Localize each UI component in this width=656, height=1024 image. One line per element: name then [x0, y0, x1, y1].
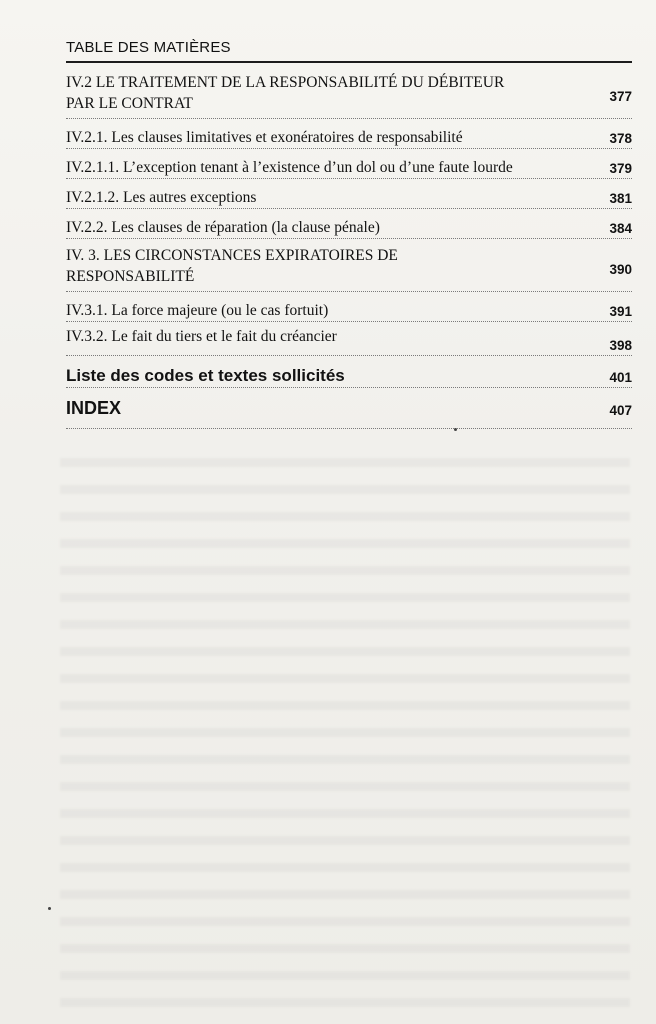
page-title: TABLE DES MATIÈRES [66, 39, 231, 56]
toc-entry-label: IV.3.1. La force majeure (ou le cas fortuit) [66, 302, 329, 319]
table-of-contents [66, 66, 632, 429]
toc-entry-page: 379 [609, 161, 632, 176]
show-through-text [60, 440, 630, 1010]
toc-entry-iv-2 [66, 66, 632, 119]
toc-entry-label: INDEX [66, 398, 122, 418]
toc-entry-label [66, 243, 398, 287]
toc-entry-page: 381 [609, 191, 632, 206]
toc-entry-page: 401 [609, 370, 632, 385]
toc-entry-label-line2: PAR LE CONTRAT [66, 95, 193, 112]
toc-entry-label [66, 70, 504, 114]
toc-entry-page: 398 [609, 338, 632, 353]
page-header [66, 37, 632, 63]
toc-entry-liste-codes [66, 356, 632, 388]
toc-entry-label-line1: IV. 3. LES CIRCONSTANCES EXPIRATOIRES DE [66, 247, 398, 264]
ink-speck [48, 907, 51, 910]
toc-entry-page: 384 [609, 221, 632, 236]
toc-entry-iv-3-1 [66, 292, 632, 322]
toc-entry-label: IV.2.1. Les clauses limitatives et exonératoires de responsabilité [66, 129, 463, 146]
toc-entry-page: 377 [609, 88, 632, 104]
toc-entry-iv-3 [66, 239, 632, 292]
toc-entry-page: 390 [609, 261, 632, 277]
toc-entry-iv-2-1-2 [66, 179, 632, 209]
toc-entry-iv-2-2 [66, 209, 632, 239]
toc-entry-iv-2-1-1 [66, 149, 632, 179]
toc-entry-page: 391 [609, 304, 632, 319]
toc-entry-label-line2: RESPONSABILITÉ [66, 268, 195, 285]
toc-entry-iv-2-1 [66, 119, 632, 149]
toc-entry-page: 378 [609, 131, 632, 146]
toc-entry-label-line1: IV.2 LE TRAITEMENT DE LA RESPONSABILITÉ DU DÉBITEUR [66, 74, 505, 91]
toc-entry-index [66, 388, 632, 429]
toc-entry-label: IV.3.2. Le fait du tiers et le fait du créancier [66, 328, 337, 345]
toc-entry-label: IV.2.2. Les clauses de réparation (la clause pénale) [66, 219, 380, 236]
toc-entry-label: Liste des codes et textes sollicités [66, 366, 345, 385]
toc-entry-label: IV.2.1.1. L’exception tenant à l’existence d’un dol ou d’une faute lourde [66, 159, 513, 176]
toc-entry-iv-3-2 [66, 322, 632, 356]
ink-speck [454, 428, 457, 431]
toc-entry-page: 407 [609, 403, 632, 418]
toc-entry-label: IV.2.1.2. Les autres exceptions [66, 189, 257, 206]
